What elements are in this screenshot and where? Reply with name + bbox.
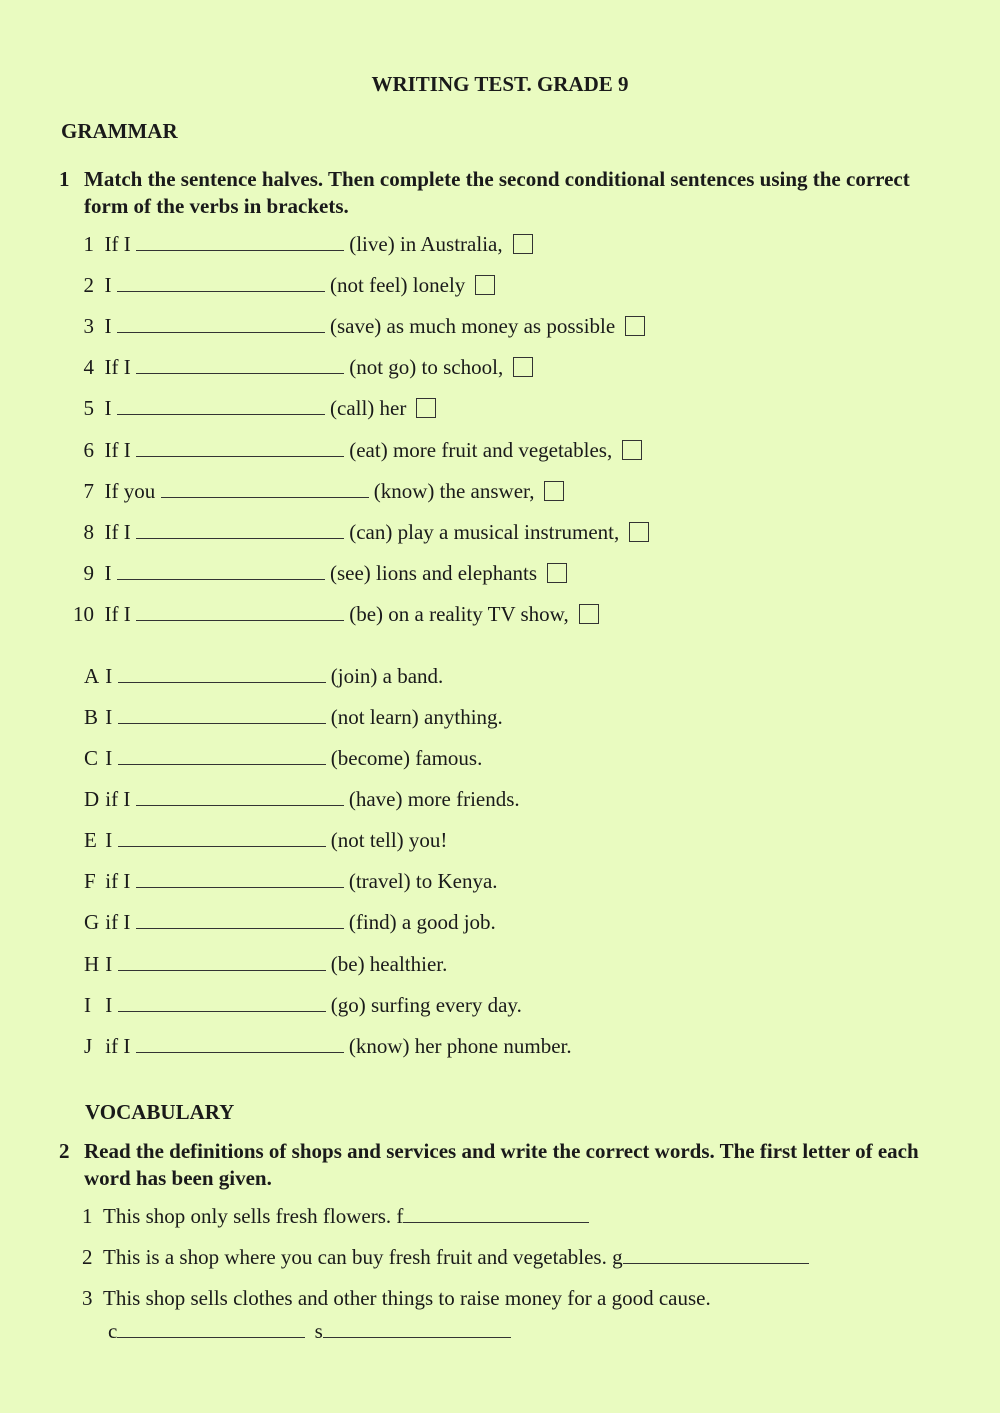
sentence-rest: (be) on a reality TV show,	[349, 602, 569, 626]
verb-answer-blank[interactable]	[136, 602, 344, 621]
item-letter: F	[84, 869, 96, 893]
sentence-rest: (eat) more fruit and vegetables,	[349, 438, 613, 462]
match-checkbox[interactable]	[629, 522, 649, 542]
sentence-first-half	[66, 478, 564, 504]
sentence-second-half	[84, 827, 447, 853]
sentence-first-half	[66, 231, 533, 257]
verb-answer-blank[interactable]	[136, 1034, 344, 1053]
verb-answer-blank[interactable]	[118, 705, 326, 724]
verb-answer-blank[interactable]	[117, 273, 325, 292]
item-text: This shop sells clothes and other things to raise money for a good cause.	[103, 1286, 711, 1310]
sentence-prefix: I	[104, 561, 112, 585]
task-number: 2	[59, 1139, 70, 1163]
sentence-prefix: I	[105, 993, 113, 1017]
answer-blank[interactable]	[403, 1204, 589, 1223]
verb-answer-blank[interactable]	[117, 561, 325, 580]
sentence-prefix: I	[105, 746, 113, 770]
vocabulary-heading: VOCABULARY	[85, 1100, 235, 1124]
item-text: This is a shop where you can buy fresh fruit and vegetables.	[103, 1245, 607, 1269]
answer-blank-2[interactable]	[323, 1319, 511, 1338]
vocabulary-task-instruction	[59, 1138, 939, 1192]
match-checkbox[interactable]	[622, 440, 642, 460]
match-checkbox[interactable]	[544, 481, 564, 501]
sentence-prefix: if I	[105, 1034, 131, 1058]
given-letter: s	[314, 1319, 323, 1343]
sentence-prefix: I	[105, 828, 113, 852]
item-number: 1	[82, 1204, 93, 1228]
sentence-rest: (save) as much money as possible	[330, 314, 616, 338]
item-letter: D	[84, 787, 100, 811]
sentence-rest: (join) a band.	[330, 664, 444, 688]
verb-answer-blank[interactable]	[136, 438, 344, 457]
verb-answer-blank[interactable]	[136, 355, 344, 374]
item-letter: J	[84, 1034, 93, 1058]
sentence-rest: (not feel) lonely	[330, 273, 466, 297]
item-number: 4	[83, 355, 94, 379]
sentence-rest: (become) famous.	[330, 746, 483, 770]
item-number: 3	[82, 1286, 93, 1310]
verb-answer-blank[interactable]	[136, 869, 344, 888]
grammar-heading: GRAMMAR	[61, 119, 178, 143]
sentence-second-half	[84, 909, 496, 935]
item-letter: I	[84, 993, 91, 1017]
sentence-second-half	[84, 992, 522, 1018]
item-number: 5	[83, 396, 94, 420]
match-checkbox[interactable]	[475, 275, 495, 295]
match-checkbox[interactable]	[513, 357, 533, 377]
sentence-second-half	[84, 663, 443, 689]
item-letter: A	[84, 664, 100, 688]
sentence-rest: (find) a good job.	[348, 910, 496, 934]
sentence-prefix: If you	[104, 479, 156, 503]
item-number: 6	[83, 438, 94, 462]
sentence-prefix: I	[105, 705, 113, 729]
answer-blank[interactable]	[623, 1245, 809, 1264]
verb-answer-blank[interactable]	[136, 910, 344, 929]
verb-answer-blank[interactable]	[136, 520, 344, 539]
match-checkbox[interactable]	[547, 563, 567, 583]
item-number: 1	[83, 232, 94, 256]
item-number: 8	[83, 520, 94, 544]
page-title: WRITING TEST. GRADE 9	[371, 72, 629, 96]
verb-answer-blank[interactable]	[118, 746, 326, 765]
sentence-rest: (not learn) anything.	[330, 705, 503, 729]
verb-answer-blank[interactable]	[136, 787, 344, 806]
sentence-rest: (see) lions and elephants	[330, 561, 538, 585]
given-letter: c	[108, 1319, 118, 1343]
verb-answer-blank[interactable]	[136, 232, 344, 251]
verb-answer-blank[interactable]	[117, 396, 325, 415]
item-letter: C	[84, 746, 99, 770]
item-number: 10	[73, 602, 94, 626]
sentence-second-half	[84, 951, 447, 977]
vocab-item-3	[82, 1285, 711, 1311]
verb-answer-blank[interactable]	[118, 952, 326, 971]
item-letter: E	[84, 828, 97, 852]
sentence-prefix: if I	[105, 787, 131, 811]
verb-answer-blank[interactable]	[117, 314, 325, 333]
item-number: 9	[83, 561, 94, 585]
sentence-first-half	[66, 560, 567, 586]
sentence-first-half	[66, 272, 495, 298]
verb-answer-blank[interactable]	[118, 664, 326, 683]
sentence-rest: (go) surfing every day.	[330, 993, 522, 1017]
vocab-item-1	[82, 1203, 589, 1229]
item-letter: G	[84, 910, 100, 934]
item-number: 2	[82, 1245, 93, 1269]
match-checkbox[interactable]	[625, 316, 645, 336]
sentence-prefix: If I	[104, 520, 131, 544]
sentence-first-half	[66, 601, 599, 627]
sentence-prefix: if I	[105, 869, 131, 893]
verb-answer-blank[interactable]	[118, 828, 326, 847]
task-text: Read the definitions of shops and services and write the correct words. The first letter of each word has been given.	[84, 1139, 919, 1190]
sentence-rest: (travel) to Kenya.	[348, 869, 498, 893]
sentence-rest: (live) in Australia,	[349, 232, 503, 256]
vocab-item-2	[82, 1244, 809, 1270]
verb-answer-blank[interactable]	[118, 993, 326, 1012]
sentence-prefix: If I	[104, 232, 131, 256]
sentence-prefix: If I	[104, 602, 131, 626]
task-number: 1	[59, 167, 70, 191]
sentence-first-half	[66, 395, 436, 421]
task-text: Match the sentence halves. Then complete the second conditional sentences using the correct form of the verbs in brackets.	[84, 167, 910, 218]
sentence-second-half	[84, 868, 498, 894]
sentence-prefix: If I	[104, 438, 131, 462]
sentence-prefix: I	[104, 314, 112, 338]
sentence-rest: (know) her phone number.	[348, 1034, 572, 1058]
sentence-second-half	[84, 1033, 572, 1059]
given-letter: g	[612, 1245, 623, 1269]
verb-answer-blank[interactable]	[161, 479, 369, 498]
item-number: 3	[83, 314, 94, 338]
item-letter: B	[84, 705, 99, 729]
sentence-first-half	[66, 437, 642, 463]
match-checkbox[interactable]	[513, 234, 533, 254]
given-letter: f	[396, 1204, 404, 1228]
sentence-rest: (can) play a musical instrument,	[349, 520, 620, 544]
item-number: 2	[83, 273, 94, 297]
match-checkbox[interactable]	[579, 604, 599, 624]
sentence-prefix: I	[105, 664, 113, 688]
vocab-item-3-answer	[108, 1318, 511, 1344]
item-number: 7	[83, 479, 94, 503]
sentence-rest: (call) her	[330, 396, 407, 420]
item-letter: H	[84, 952, 100, 976]
sentence-first-half	[66, 519, 649, 545]
sentence-second-half	[84, 704, 503, 730]
grammar-task-instruction	[59, 166, 939, 220]
sentence-rest: (be) healthier.	[330, 952, 448, 976]
sentence-second-half	[84, 786, 520, 812]
sentence-first-half	[66, 313, 645, 339]
sentence-rest: (not go) to school,	[349, 355, 504, 379]
sentence-prefix: I	[105, 952, 113, 976]
sentence-rest: (know) the answer,	[373, 479, 535, 503]
sentence-prefix: If I	[104, 355, 131, 379]
item-text: This shop only sells fresh flowers.	[103, 1204, 392, 1228]
sentence-prefix: I	[104, 396, 112, 420]
sentence-rest: (not tell) you!	[330, 828, 448, 852]
answer-blank-1[interactable]	[117, 1319, 305, 1338]
sentence-second-half	[84, 745, 482, 771]
sentence-prefix: I	[104, 273, 112, 297]
match-checkbox[interactable]	[416, 398, 436, 418]
sentence-first-half	[66, 354, 533, 380]
sentence-rest: (have) more friends.	[348, 787, 520, 811]
sentence-prefix: if I	[105, 910, 131, 934]
